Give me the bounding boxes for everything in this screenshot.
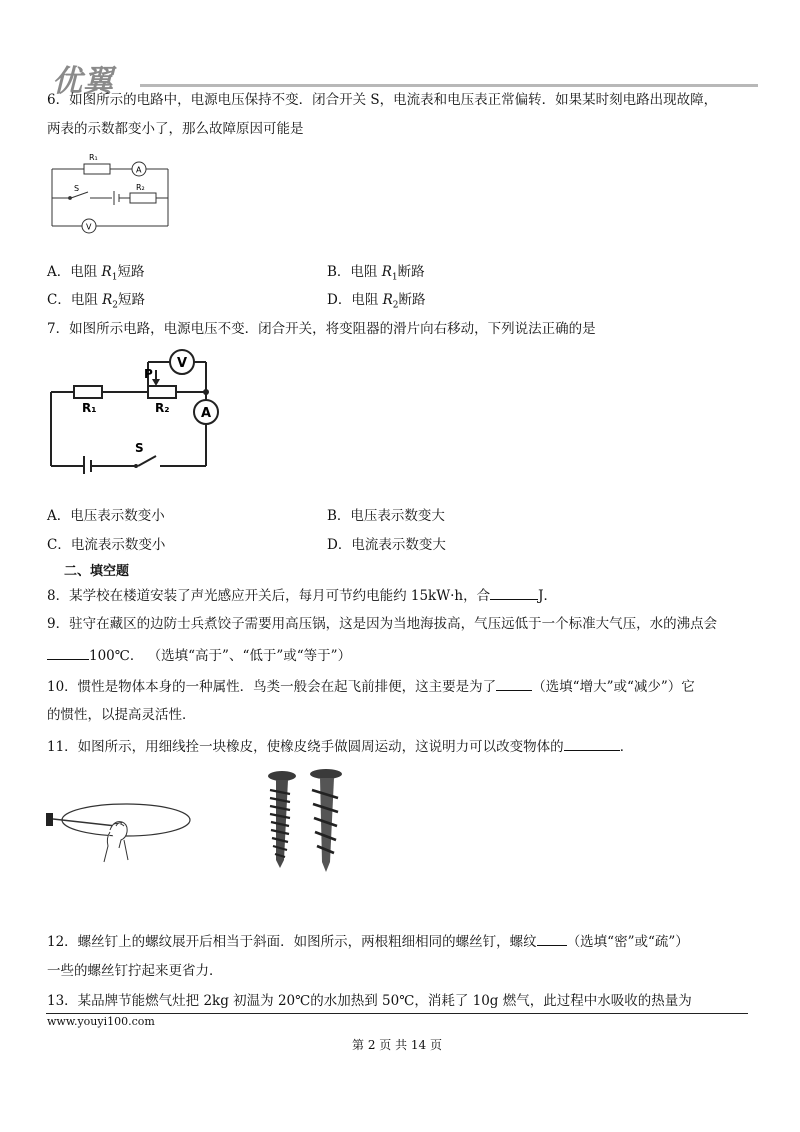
q7-label-v: V	[177, 356, 188, 371]
q10-stem-line2: 的惯性，以提高灵活性．	[47, 707, 196, 723]
q7-label-s: S	[135, 441, 144, 455]
q6-stem-line2: 两表的示数都变小了，那么故障原因可能是	[47, 121, 304, 137]
q7-label-p: P	[144, 367, 153, 381]
q6-label-s: S	[74, 184, 80, 193]
logo: 优翼	[52, 64, 114, 99]
q12-stem-line2: 一些的螺丝钉拧起来更省力．	[47, 963, 223, 979]
q7-label-a: A	[201, 406, 212, 421]
fig12-two-screws	[258, 768, 358, 876]
q7-label-r2: R₂	[155, 401, 170, 415]
q9-stem-line2: 100℃． （选填“高于”、“低于”或“等于”）	[47, 645, 351, 666]
q8-stem: 8．某学校在楼道安装了声光感应开关后，每月可节约电能约 15kW·h，合 J．	[47, 585, 557, 606]
q8-answer-blank[interactable]	[490, 585, 538, 600]
q7-option-a: A．电压表示数变小	[47, 508, 165, 524]
q6-option-a: A．电阻 $R_1$短路	[47, 264, 145, 283]
q7-option-c: C．电流表示数变小	[47, 537, 166, 553]
q6-label-a: A	[136, 165, 142, 175]
q9-answer-blank[interactable]	[47, 645, 89, 660]
q12-stem-line1: 12．螺丝钉上的螺纹展开后相当于斜面．如图所示，两根粗细相同的螺丝钉，螺纹 （选填“密”或“疏”）	[47, 931, 689, 952]
header-rule	[140, 84, 758, 87]
q13-stem: 13．某品牌节能燃气灶把 2kg 初温为 20℃的水加热到 50℃，消耗了 10g 燃气，此过程中水吸收的热量为	[47, 993, 692, 1009]
q11-answer-blank[interactable]	[564, 736, 620, 751]
footer-rule	[46, 1013, 748, 1014]
q6-option-b: B．电阻 $R_1$断路	[327, 264, 425, 283]
q9-stem-line1: 9．驻守在藏区的边防士兵煮饺子需要用高压锅，这是因为当地海拔高，气压远低于一个标准大气压，水的沸点会	[47, 616, 718, 632]
q7-option-d: D．电流表示数变大	[327, 537, 446, 553]
section-heading-fill-blank: 二、填空题	[64, 564, 130, 579]
q6-label-r2: R₂	[136, 183, 145, 192]
q7-stem: 7．如图所示电路，电源电压不变．闭合开关，将变阻器的滑片向右移动，下列说法正确的是	[47, 321, 596, 337]
q6-label-v: V	[86, 222, 92, 232]
q7-label-r1: R₁	[82, 401, 97, 415]
q6-circuit-diagram	[48, 148, 178, 240]
q12-answer-blank[interactable]	[537, 931, 567, 946]
q7-option-b: B．电压表示数变大	[327, 508, 445, 524]
q7-circuit-diagram	[44, 346, 224, 474]
q6-option-c: C．电阻 $R_2$短路	[47, 292, 146, 311]
footer-url: www.youyi100.com	[47, 1015, 155, 1028]
q11-stem: 11．如图所示，用细线拴一块橡皮，使橡皮绕手做圆周运动，这说明力可以改变物体的 ．	[47, 736, 633, 757]
q10-answer-blank[interactable]	[496, 676, 532, 691]
q10-stem-line1: 10．惯性是物体本身的一种属性．鸟类一般会在起飞前排便，这主要是为了 （选填“增大”或“减少”）它	[47, 676, 695, 697]
q6-label-r1: R₁	[89, 153, 98, 162]
fig11-eraser-circular-motion	[44, 790, 194, 880]
q6-option-d: D．电阻 $R_2$断路	[327, 292, 426, 311]
page-number: 第 2 页 共 14 页	[352, 1038, 442, 1052]
q6-stem-line1: 6．如图所示的电路中，电源电压保持不变．闭合开关 S，电流表和电压表正常偏转．如果某时刻电路出现故障，	[47, 92, 718, 108]
